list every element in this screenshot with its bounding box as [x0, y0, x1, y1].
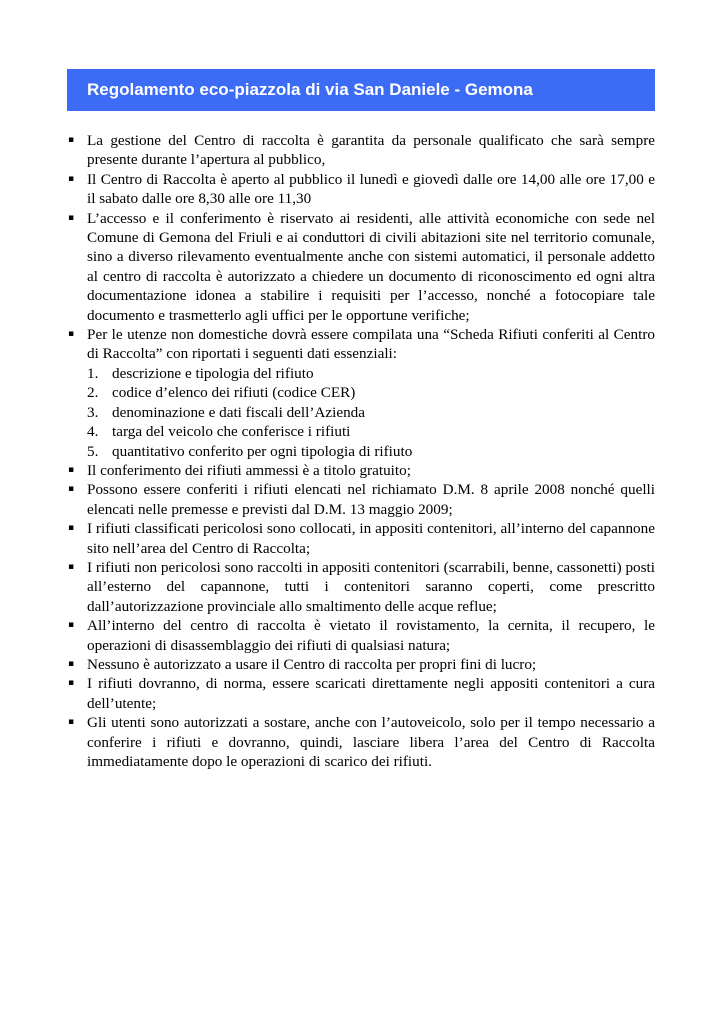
list-item-text: Nessuno è autorizzato a usare il Centro di raccolta per propri fini di lucro; — [87, 655, 537, 673]
bullet-icon: ▪ — [67, 658, 75, 669]
bullet-icon: ▪ — [67, 464, 75, 475]
bullet-icon: ▪ — [67, 212, 75, 223]
list-item — [67, 519, 655, 558]
bullet-icon: ▪ — [67, 523, 75, 534]
sublist-item — [67, 364, 655, 383]
list-item — [67, 558, 655, 616]
sublist-number: 2. — [87, 384, 99, 402]
page-title: Regolamento eco-piazzola di via San Daniele - Gemona — [87, 80, 533, 99]
list-item-text: Il conferimento dei rifiuti ammessi è a titolo gratuito; — [87, 461, 411, 479]
list-item-text: Gli utenti sono autorizzati a sostare, anche con l’autoveicolo, solo per il tempo necessario a conferire i rifiuti e dovranno, quindi, lasciare libera l’area del Centro di Raccolta immediatamente dopo le operazioni di scarico dei rifiuti. — [87, 714, 655, 770]
title-bar — [67, 69, 655, 111]
list-item — [67, 655, 655, 674]
list-item — [67, 325, 655, 364]
sublist-text: denominazione e dati fiscali dell’Azienda — [112, 403, 366, 421]
list-item — [67, 616, 655, 655]
list-item — [67, 209, 655, 325]
sublist-number: 1. — [87, 364, 99, 382]
bullet-icon: ▪ — [67, 620, 75, 631]
list-item — [67, 713, 655, 771]
sublist-number: 3. — [87, 403, 99, 421]
list-item-text: L’accesso e il conferimento è riservato ai residenti, alle attività economiche con sede nel Comune di Gemona del Friuli e ai conduttori di civili abitazioni site nel territorio comunale, sino a diverso rilevamento eventualmente anche con sistemi automatici, il personale addetto al centro di raccolta è autorizzato a chiedere un documento di riconoscimento ed ogni altra documentazione idonea a stabilire i requisiti per l’accesso, nonché a fotocopiare tale documento e trasmetterlo agli uffici per le opportune verifiche; — [87, 209, 655, 324]
list-item — [67, 461, 655, 480]
list-item-text: Il Centro di Raccolta è aperto al pubblico il lunedì e giovedì dalle ore 14,00 alle ore 17,00 e il sabato dalle ore 8,30 alle ore 11,30 — [87, 170, 655, 208]
list-item-text: All’interno del centro di raccolta è vietato il rovistamento, la cernita, il recupero, le operazioni di disassemblaggio dei rifiuti di qualsiasi natura; — [87, 617, 655, 654]
sublist-item — [67, 442, 655, 461]
list-item-text: I rifiuti dovranno, di norma, essere scaricati direttamente negli appositi contenitori a cura dell’utente; — [87, 675, 655, 712]
bullet-icon: ▪ — [67, 329, 75, 340]
list-item-text: La gestione del Centro di raccolta è garantita da personale qualificato che sarà sempre presente durante l’apertura al pubblico, — [87, 132, 655, 169]
list-item-text: I rifiuti classificati pericolosi sono collocati, in appositi contenitori, all’interno del capannone sito nell’area del Centro di Raccolta; — [87, 520, 655, 557]
sublist-text: quantitativo conferito per ogni tipologia di rifiuto — [112, 442, 413, 460]
bullet-icon: ▪ — [67, 561, 75, 572]
list-item-text: Possono essere conferiti i rifiuti elencati nel richiamato D.M. 8 aprile 2008 nonché quelli elencati nelle premesse e previsti dal D.M. 13 maggio 2009; — [87, 481, 655, 518]
sublist-item — [67, 422, 655, 441]
bullet-icon: ▪ — [67, 173, 75, 184]
regulation-list — [67, 131, 655, 771]
bullet-icon: ▪ — [67, 717, 75, 728]
sublist-text: descrizione e tipologia del rifiuto — [112, 364, 314, 382]
sublist-number: 5. — [87, 442, 99, 460]
list-item-text: Per le utenze non domestiche dovrà essere compilata una “Scheda Rifiuti conferiti al Centro di Raccolta” con riportati i seguenti dati essenziali: — [87, 326, 655, 363]
list-item — [67, 131, 655, 170]
bullet-icon: ▪ — [67, 678, 75, 689]
sublist-item — [67, 403, 655, 422]
sublist-number: 4. — [87, 423, 99, 441]
bullet-icon: ▪ — [67, 135, 75, 145]
sublist-item — [67, 383, 655, 402]
bullet-icon: ▪ — [67, 484, 75, 495]
list-item-text: I rifiuti non pericolosi sono raccolti in appositi contenitori (scarrabili, benne, cassonetti) posti all’esterno del capannone, tutti i contenitori saranno coperti, come prescritto dall’autorizzazione provinciale allo smaltimento delle acque reflue; — [87, 558, 655, 615]
sublist-text: targa del veicolo che conferisce i rifiuti — [112, 423, 351, 441]
list-item — [67, 480, 655, 519]
list-item — [67, 674, 655, 713]
list-item — [67, 170, 655, 209]
sublist-text: codice d’elenco dei rifiuti (codice CER) — [112, 384, 356, 402]
